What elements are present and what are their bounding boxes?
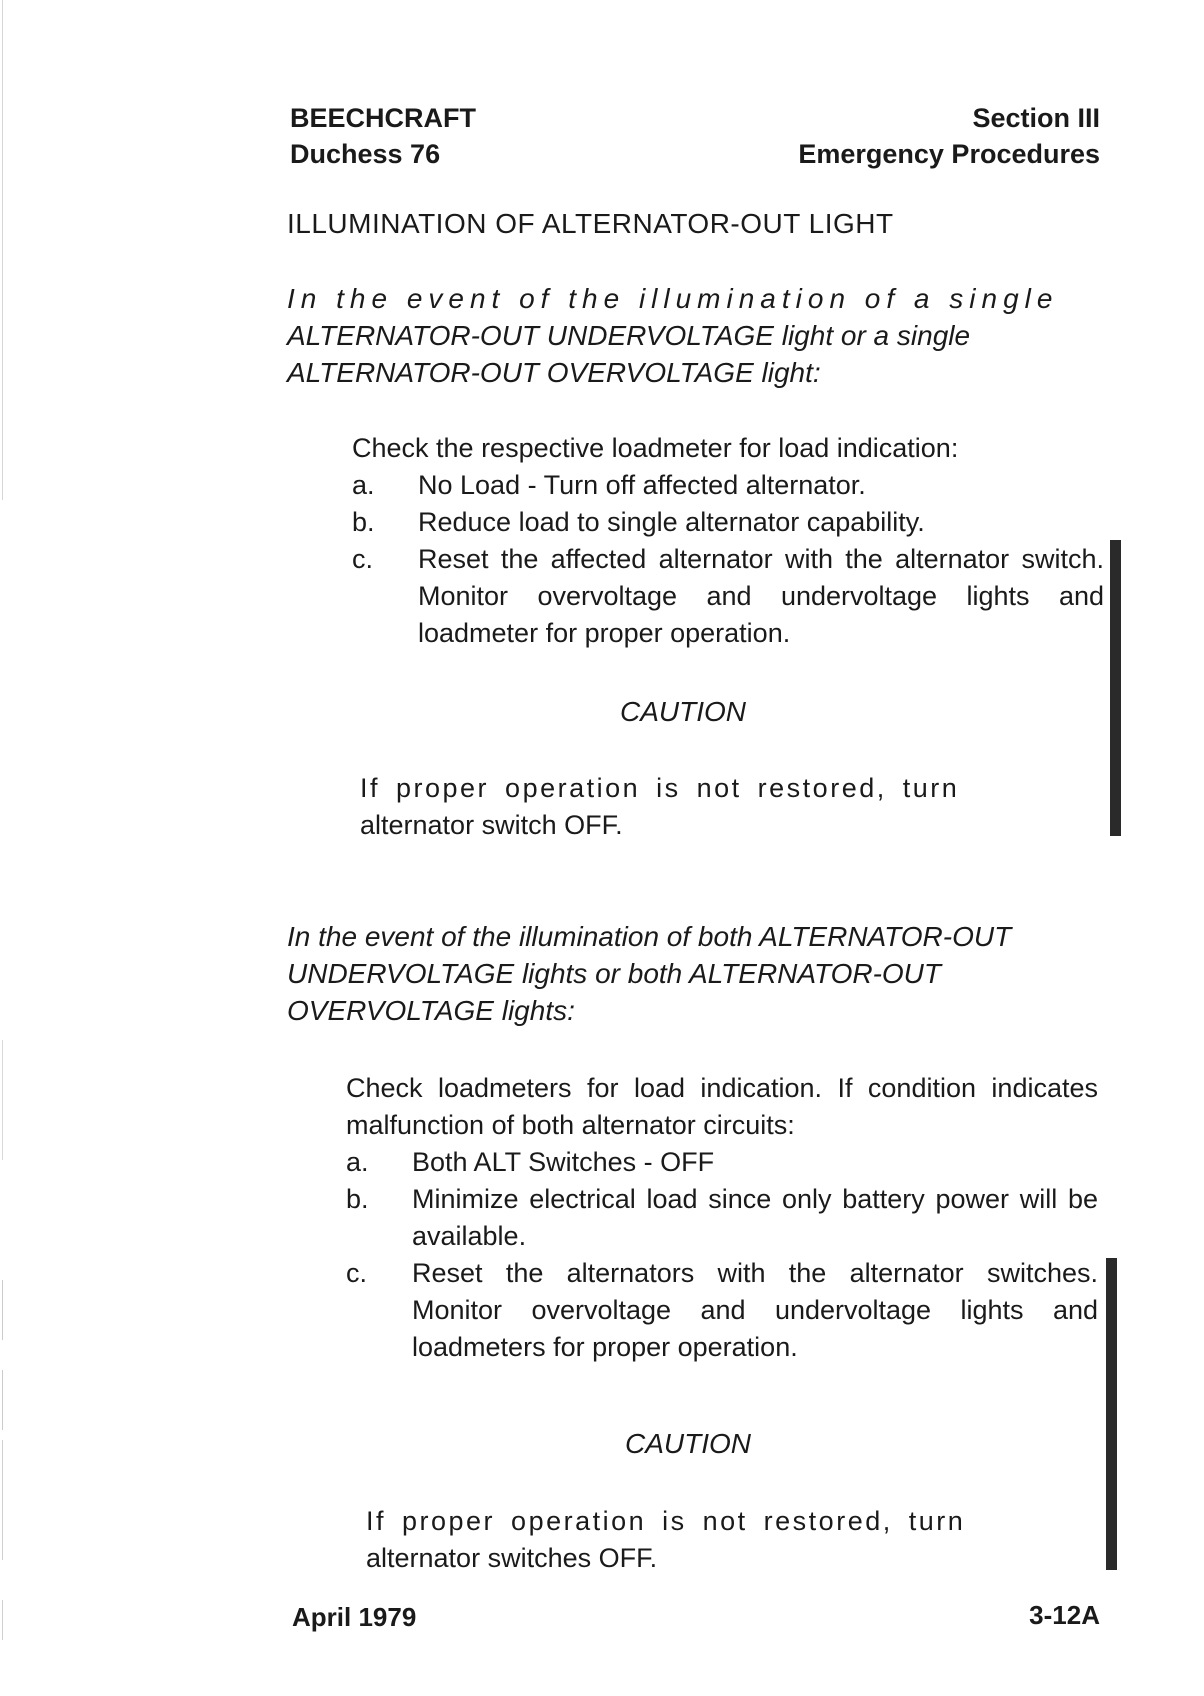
procedure-step (346, 1255, 1098, 1366)
scan-edge-mark (2, 0, 3, 500)
footer-date: April 1979 (292, 1602, 417, 1632)
procedure-lead: Check loadmeters for load indication. If condition indicates malfunction of both alternator circuits: (346, 1073, 1098, 1140)
both-lights-procedure (346, 1070, 1098, 1366)
intro-line: UNDERVOLTAGE lights or both ALTERNATOR-OUT (287, 958, 942, 989)
step-text: No Load - Turn off affected alternator. (418, 470, 866, 500)
step-marker: a. (346, 1147, 369, 1177)
intro-line: In the event of the illumination of a single (287, 283, 1059, 314)
single-light-intro (287, 280, 1104, 391)
caution-line: If proper operation is not restored, turn (366, 1506, 966, 1536)
intro-line: ALTERNATOR-OUT UNDERVOLTAGE light or a single (287, 320, 971, 351)
scan-edge-mark (2, 1280, 3, 1340)
scan-edge-mark (2, 1370, 3, 1430)
header-brand: BEECHCRAFT (290, 103, 476, 133)
caution-line: alternator switches OFF. (366, 1543, 658, 1573)
intro-line: OVERVOLTAGE lights: (287, 995, 575, 1026)
step-marker: b. (352, 507, 375, 537)
step-marker: a. (352, 470, 375, 500)
step-marker: b. (346, 1184, 369, 1214)
procedure-heading: ILLUMINATION OF ALTERNATOR-OUT LIGHT (287, 208, 894, 239)
step-text: Minimize electrical load since only battery power will be available. (412, 1184, 1098, 1251)
caution-text (366, 1503, 1026, 1577)
procedure-step (352, 541, 1104, 652)
footer-page-number: 3-12A (1029, 1600, 1100, 1630)
caution-title: CAUTION (625, 1428, 751, 1459)
revision-change-bar (1106, 1258, 1117, 1570)
header-manufacturer (290, 100, 476, 172)
scan-edge-mark (2, 1040, 3, 1160)
caution-line: alternator switch OFF. (360, 810, 623, 840)
intro-line: ALTERNATOR-OUT OVERVOLTAGE light: (287, 357, 821, 388)
single-light-procedure (352, 430, 1104, 652)
step-text: Both ALT Switches - OFF (412, 1147, 715, 1177)
step-text: Reset the affected alternator with the alternator switch. Monitor overvoltage and undervoltage lights and loadmeter for proper operation. (418, 544, 1104, 648)
header-section-number: Section III (972, 103, 1100, 133)
both-lights-intro (287, 918, 1104, 1029)
step-text: Reset the alternators with the alternator switches. Monitor overvoltage and undervoltage lights and loadmeters for proper operation. (412, 1258, 1098, 1362)
scan-edge-mark (2, 1440, 3, 1560)
header-section-title: Emergency Procedures (798, 139, 1100, 169)
procedure-step (346, 1181, 1098, 1255)
scan-edge-mark (2, 1600, 3, 1640)
step-marker: c. (346, 1258, 368, 1288)
procedure-step (352, 467, 1104, 504)
procedure-step (346, 1144, 1098, 1181)
step-text: Reduce load to single alternator capability. (418, 507, 925, 537)
caution-text (360, 770, 1020, 844)
procedure-step (352, 504, 1104, 541)
caution-title: CAUTION (620, 696, 746, 727)
header-model: Duchess 76 (290, 139, 441, 169)
header-section (798, 100, 1100, 172)
intro-line: In the event of the illumination of both ALTERNATOR-OUT (287, 921, 1012, 952)
procedure-lead: Check the respective loadmeter for load indication: (352, 433, 959, 463)
caution-line: If proper operation is not restored, turn (360, 773, 960, 803)
step-marker: c. (352, 544, 374, 574)
revision-change-bar (1110, 540, 1121, 836)
